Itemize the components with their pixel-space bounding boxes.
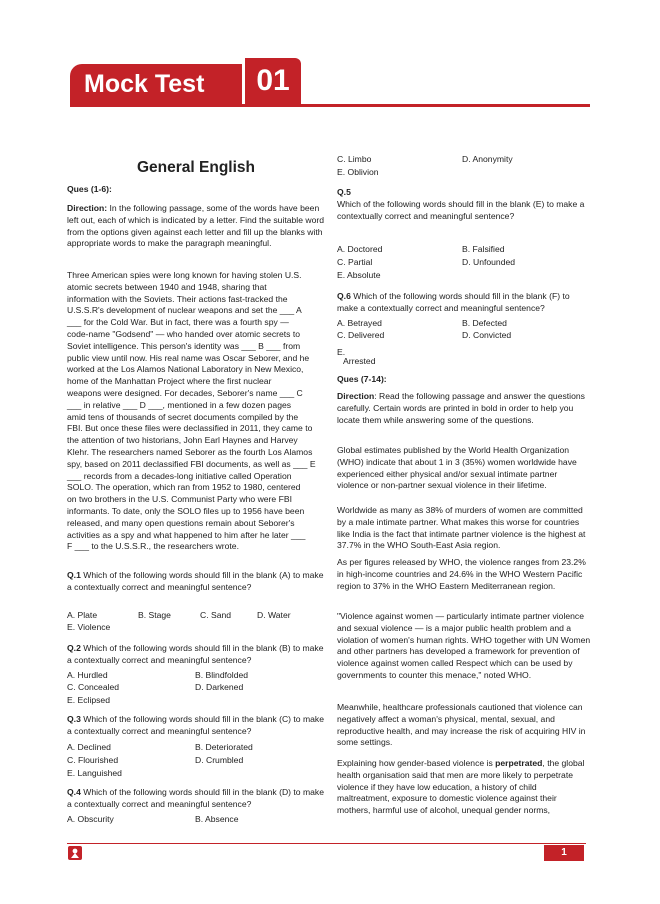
q3-option-b: B. Deteriorated — [195, 742, 253, 752]
q2-number: Q.2 — [67, 643, 81, 653]
q3-option-a: A. Declined — [67, 742, 111, 752]
passage-line: the attention of two historians, John Earl Haynes and Harvey — [67, 435, 298, 446]
direction-label: Direction: — [67, 203, 108, 213]
q5-number: Q.5 — [337, 187, 351, 197]
q6-option-e-label: E. — [337, 347, 346, 357]
q1-option-a: A. Plate — [67, 610, 98, 620]
section-title: General English — [137, 159, 256, 176]
q1-option-d: D. Water — [257, 610, 291, 620]
passage-line: Soviet intelligence. This person's identity was ___ B ___ from — [67, 340, 301, 351]
banner-divider — [70, 104, 590, 107]
q3-number: Q.3 — [67, 714, 81, 724]
passage-line: home of the Manhattan Project where the first nuclear — [67, 376, 272, 387]
passage-line: worked at the Los Alamos National Laboratory in New Mexico, — [67, 364, 304, 375]
passage2-paragraph-3: As per figures released by WHO, the violence ranges from 23.2% in high-income countries and 24.6% in the WHO Western Pacific region to 37% in the WHO Eastern Mediterranean region. — [337, 557, 586, 591]
question-1 — [67, 570, 325, 594]
passage-line: F ___ to the U.S.S.R., the researchers wrote. — [67, 541, 239, 552]
question-2 — [67, 643, 325, 667]
passage — [67, 270, 329, 553]
passage-line: on two brothers in the U.S. Communist Party who were FBI — [67, 494, 292, 505]
passage-line: Klehr. The researchers named Seborer as the fourth Los Alamos — [67, 446, 313, 457]
perpetrated-bold-word: perpetrated — [495, 758, 543, 768]
passage-line: SOLO. The operation, which ran from 1952 to 1980, centered — [67, 482, 301, 493]
q6-option-e-text: Arrested — [343, 356, 376, 366]
page-number: 1 — [544, 845, 584, 861]
q6-option-d: D. Convicted — [462, 330, 512, 340]
question-6 — [337, 291, 591, 315]
passage2-paragraph-1: Global estimates published by the World Health Organization (WHO) indicate that about 1 in 3 (35%) women worldwide have experienced either physical and/or sexual intimate partner violence or non-partner sexual violence in their lifetime. — [337, 445, 577, 491]
passage-line: spy, based on 2011 declassified FBI documents, as well as ___ E — [67, 458, 316, 469]
passage-line: ___ records from a decades-long initiative called Operation — [67, 470, 292, 481]
passage-line: public view until now. His real name was Oscar Seborer, and he — [67, 352, 310, 363]
q2-text: Which of the following words should fill in the blank (B) to make a contextually correct and meaningful sentence? — [67, 643, 324, 665]
q6-option-a: A. Betrayed — [337, 318, 382, 328]
passage-line: atomic secrets between 1940 and 1948, sharing that — [67, 281, 267, 292]
q2-option-d: D. Darkened — [195, 682, 244, 692]
q2-option-a: A. Hurdled — [67, 670, 108, 680]
q3-option-d: D. Crumbled — [195, 755, 244, 765]
passage-line: code-name "Godsend" — who handed over atomic secrets to — [67, 328, 301, 339]
q4-option-a: A. Obscurity — [67, 814, 114, 824]
q4-text: Which of the following words should fill in the blank (D) to make a contextually correct and meaningful sentence? — [67, 787, 324, 809]
q3-option-e: E. Languished — [67, 768, 122, 778]
q4-option-b: B. Absence — [195, 814, 239, 824]
q6-option-c: C. Delivered — [337, 330, 385, 340]
passage-line: FBI. But once these files were declassified in 2011, they came to — [67, 423, 313, 434]
q4-number: Q.4 — [67, 787, 81, 797]
passage2-paragraph-6 — [337, 758, 591, 817]
q3-text: Which of the following words should fill in the blank (C) to make a contextually correct and meaningful sentence? — [67, 714, 324, 736]
q5-option-b: B. Falsified — [462, 244, 505, 254]
q4-option-d: D. Anonymity — [462, 154, 513, 164]
footer-divider — [67, 843, 586, 844]
passage2-paragraph-2: Worldwide as many as 38% of murders of women are committed by a male intimate partner. What makes this worse for countries like India is the fact that intimate partner violence is the highest at 37.7% in the WHO South-East Asia region. — [337, 505, 586, 551]
direction-label-2: Direction — [337, 391, 375, 401]
q2-option-b: B. Blindfolded — [195, 670, 249, 680]
direction-paragraph-2 — [337, 391, 591, 426]
passage2-paragraph-4: "Violence against women — particularly intimate partner violence and sexual violence — is a major public health problem and a violation of women's human rights. WHO together with UN Women and other partners has developed a framework for prevention of violence against women called Respect which can be used by governments to counter this menace," noted WHO. — [337, 611, 591, 680]
passage2-paragraph-5: Meanwhile, healthcare professionals cautioned that violence can negatively affect a woman's physical, mental, sexual, and reproductive health, and may increase the risk of acquiring HIV in some settings. — [337, 702, 586, 748]
para6-text-a: Explaining how gender-based violence is — [337, 758, 496, 768]
q1-text: Which of the following words should fill in the blank (A) to make a contextually correct and meaningful sentence? — [67, 570, 324, 592]
passage-line: amid tens of thousands of secret documents compiled by the — [67, 411, 299, 422]
passage-line: U.S.S.R's development of nuclear weapons and set the ___ A — [67, 305, 302, 316]
banner-label: Mock Test — [70, 64, 246, 104]
q6-option-b: B. Defected — [462, 318, 507, 328]
q2-option-e: E. Eclipsed — [67, 695, 110, 705]
para6-text-b: , the global health organisation said that men are more likely to perpetrate violence if they have low education, a history of child maltreatment, exposure to domestic violence against their mothers, harmful use of alcohol, unequal gender norms, — [337, 758, 585, 816]
q5-text: Which of the following words should fill in the blank (E) to make a contextually correct and meaningful sentence? — [337, 199, 585, 221]
question-3 — [67, 714, 325, 738]
q1-option-e: E. Violence — [67, 622, 111, 632]
q4-option-e: E. Oblivion — [337, 167, 379, 177]
question-range-heading-2: Ques (7-14): — [337, 374, 387, 384]
mock-test-banner — [70, 58, 298, 104]
q3-option-c: C. Flourished — [67, 755, 119, 765]
passage-line: information with the Soviets. Their actions fast-tracked the — [67, 293, 288, 304]
q5-option-a: A. Doctored — [337, 244, 383, 254]
passage-line: ___ in relative ___ D ___, mentioned in a few dozen pages — [67, 399, 292, 410]
q5-option-d: D. Unfounded — [462, 257, 516, 267]
question-range-heading: Ques (1-6): — [67, 184, 112, 194]
banner-number: 01 — [242, 58, 301, 104]
passage-line: activities as a spy and what happened to him after he later ___ — [67, 529, 306, 540]
q1-number: Q.1 — [67, 570, 81, 580]
passage-line: released, and many open questions remain about Seborer's — [67, 517, 295, 528]
passage-line: informants. To date, only the SOLO files up to 1956 have been — [67, 505, 305, 516]
q5-option-c: C. Partial — [337, 257, 373, 267]
direction-paragraph — [67, 203, 325, 250]
direction-text: In the following passage, some of the words have been left out, each of which is indicated by a letter. Find the suitable word from the options given against each letter and fill up the blanks with appropriate words to make the paragraph meaningful. — [67, 203, 325, 249]
direction-text-2: : Read the following passage and answer the questions carefully. Certain words are printed in bold in order to help you locate them while answering some of the questions. — [337, 391, 585, 425]
passage-line: Three American spies were long known for having stolen U.S. — [67, 270, 302, 280]
question-4 — [67, 787, 325, 811]
q6-number: Q.6 — [337, 291, 351, 301]
passage-line: weapons were designed. For decades, Seborer's name ___ C — [67, 387, 303, 398]
q4-option-c: C. Limbo — [337, 154, 372, 164]
publisher-logo-icon — [68, 846, 82, 860]
q1-option-c: C. Sand — [200, 610, 232, 620]
q2-option-c: C. Concealed — [67, 682, 120, 692]
q1-option-b: B. Stage — [138, 610, 171, 620]
q6-text: Which of the following words should fill in the blank (F) to make a contextually correct and meaningful sentence? — [337, 291, 570, 313]
passage-line: ___ for the Cold War. But in fact, there was a fourth spy — — [67, 317, 289, 328]
q5-option-e: E. Absolute — [337, 270, 381, 280]
